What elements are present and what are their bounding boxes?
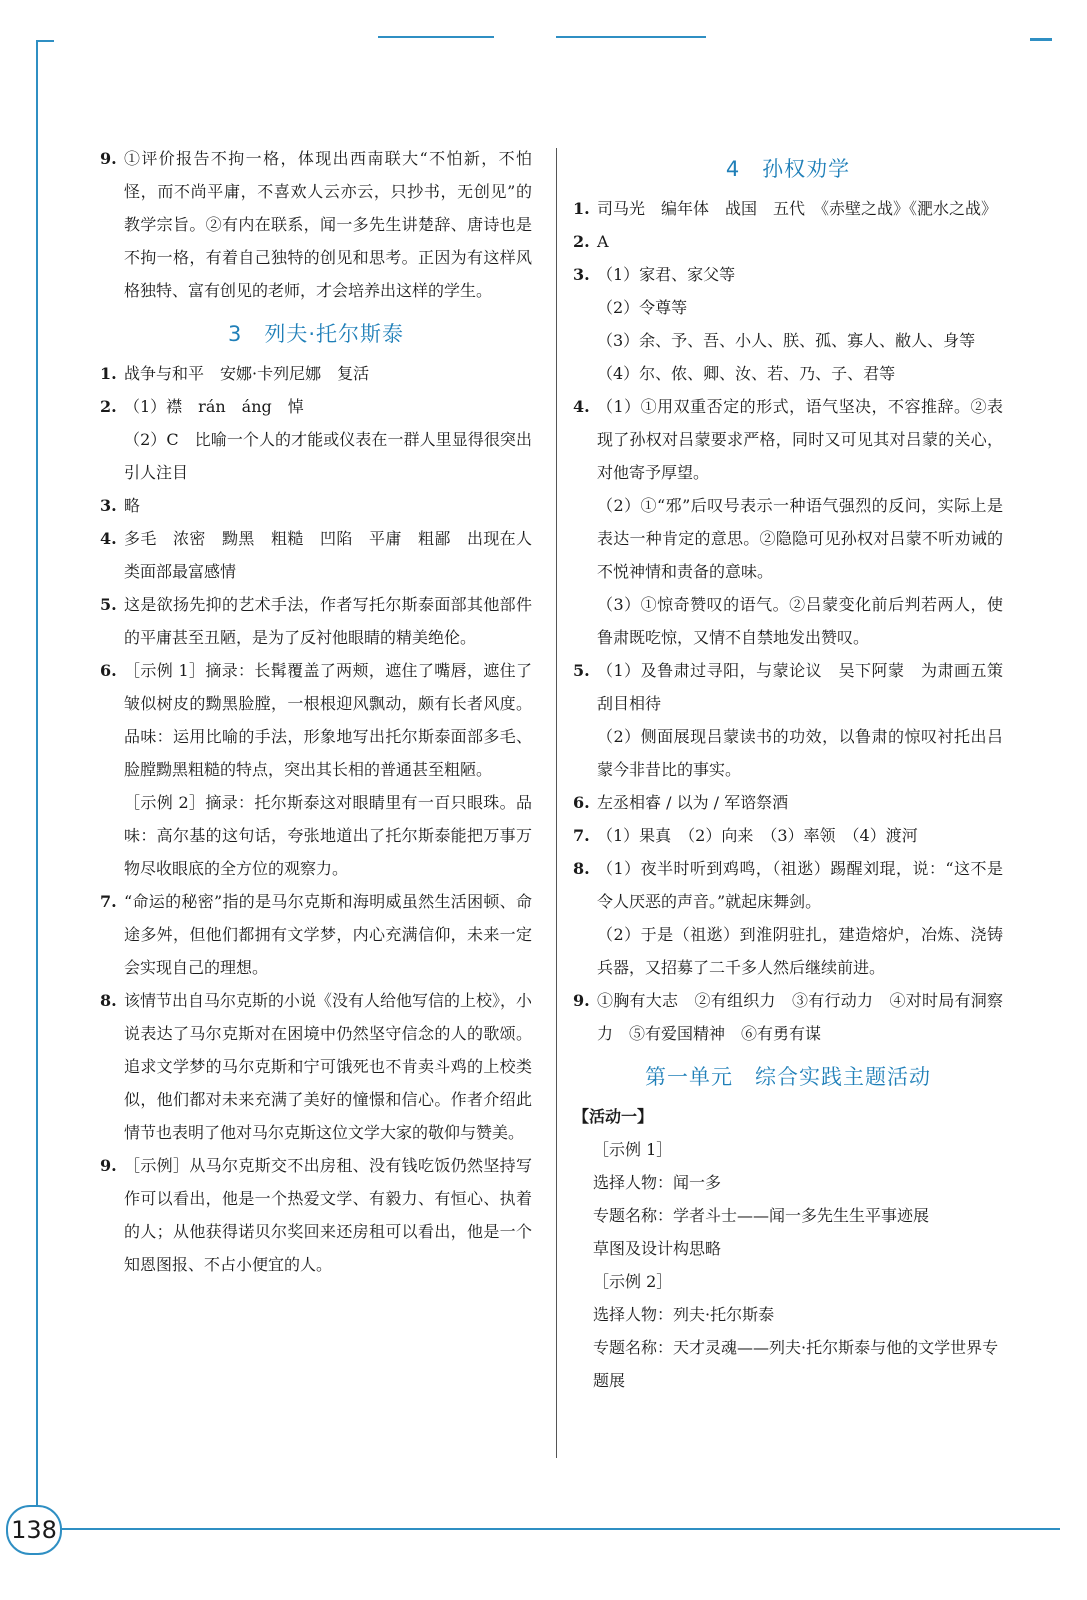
item-text: 略 xyxy=(124,496,141,515)
sub-answer: （2）C 比喻一个人的才能或仪表在一群人里显得很突出 引人注目 xyxy=(124,430,549,482)
item-text: ①胸有大志 ②有组织力 ③有行动力 ④对时局有洞察力 ⑤有爱国精神 ⑥有勇有谋 xyxy=(597,991,1003,1043)
page-number: 138 xyxy=(6,1505,62,1555)
item-text: 左丞相睿 / 以为 / 军谘祭酒 xyxy=(597,793,789,812)
item-number: 9. xyxy=(100,1156,117,1175)
answer-item xyxy=(100,390,532,423)
answer-item xyxy=(573,390,1003,489)
item-number: 1. xyxy=(573,199,590,218)
activity-line: 专题名称：学者斗士——闻一多先生生平事迹展 xyxy=(593,1206,930,1225)
item-number: 9. xyxy=(100,149,117,168)
answer-item xyxy=(100,142,532,307)
answer-item xyxy=(100,588,532,654)
item-number: 1. xyxy=(100,364,117,383)
header-rule-left xyxy=(378,36,494,38)
sub-answer: ［示例 2］摘录：托尔斯泰这对眼睛里有一百只眼珠。品味：高尔基的这句话，夸张地道出了托尔斯泰能把万事万物尽收眼底的全方位的观察力。 xyxy=(124,793,532,878)
section-heading: 第一单元 综合实践主题活动 xyxy=(645,1065,931,1089)
sub-answer: （3）余、予、吾、小人、朕、孤、寡人、敝人、身等 xyxy=(597,331,976,350)
answer-item xyxy=(573,852,1003,918)
item-number: 3. xyxy=(100,496,117,515)
item-text: （1）夜半时听到鸡鸣，（祖逖）踢醒刘琨，说：“这不是令人厌恶的声音。”就起床舞剑。 xyxy=(597,859,1003,911)
answer-item xyxy=(100,885,532,984)
item-number: 2. xyxy=(573,232,590,251)
activity-line: 专题名称：天才灵魂——列夫·托尔斯泰与他的文学世界专题展 xyxy=(593,1338,999,1390)
header-rule-right xyxy=(556,36,706,38)
activity-line: ［示例 2］ xyxy=(593,1272,673,1291)
item-number: 5. xyxy=(100,595,117,614)
item-text: “命运的秘密”指的是马尔克斯和海明威虽然生活困顿、命途多舛，但他们都拥有文学梦，内心充满信仰，未来一定会实现自己的理想。 xyxy=(124,892,532,977)
answer-item xyxy=(573,225,1003,258)
item-number: 6. xyxy=(573,793,590,812)
column-divider xyxy=(556,148,557,1458)
item-number: 2. xyxy=(100,397,117,416)
item-text: （1）①用双重否定的形式，语气坚决，不容推辞。②表现了孙权对吕蒙要求严格，同时又可见其对吕蒙的关心，对他寄予厚望。 xyxy=(597,397,1003,482)
section-heading: 4 孙权劝学 xyxy=(725,157,851,181)
answer-item xyxy=(100,1149,532,1281)
item-text: （1）襟 rán áng 悼 xyxy=(124,397,304,416)
item-text: （1）果真 （2）向来 （3）率领 （4）渡河 xyxy=(597,826,918,845)
page-frame-bottom xyxy=(60,1528,1060,1530)
item-text: ［示例 1］摘录：长髯覆盖了两颊，遮住了嘴唇，遮住了皱似树皮的黝黑脸膛，一根根迎风飘动，颇有长者风度。品味：运用比喻的手法，形象地写出托尔斯泰面部多毛、脸膛黝黑粗糙的特点，突出其长相的普通甚至粗陋。 xyxy=(124,661,532,779)
item-text: ［示例］从马尔克斯交不出房租、没有钱吃饭仍然坚持写作可以看出，他是一个热爱文学、有毅力、有恒心、执着的人；从他获得诺贝尔奖回来还房租可以看出，他是一个知恩图报、不占小便宜的人。 xyxy=(124,1156,532,1274)
item-text: A xyxy=(597,232,609,251)
answer-item xyxy=(573,786,1003,819)
answer-item xyxy=(573,819,1003,852)
answer-item xyxy=(100,489,532,522)
answer-item xyxy=(573,654,1020,720)
item-text: 该情节出自马尔克斯的小说《没有人给他写信的上校》，小说表达了马尔克斯对在困境中仍然坚守信念的人的歌颂。追求文学梦的马尔克斯和宁可饿死也不肯卖斗鸡的上校类似，他们都对未来充满了美好的憧憬和信心。作者介绍此情节也表明了他对马尔克斯这位文学大家的敬仰与赞美。 xyxy=(124,991,533,1142)
item-number: 4. xyxy=(573,397,590,416)
activity-line: 草图及设计构思略 xyxy=(593,1239,722,1258)
sub-answer: （2）令尊等 xyxy=(597,298,688,317)
page-frame-left xyxy=(36,40,38,1530)
page-frame-top-right xyxy=(1030,38,1052,41)
left-column xyxy=(100,142,549,1281)
sub-answer: （4）尔、侬、卿、汝、若、乃、子、君等 xyxy=(597,364,896,383)
item-number: 8. xyxy=(573,859,590,878)
right-column xyxy=(573,142,1020,1397)
item-number: 3. xyxy=(573,265,590,284)
item-text: 多毛 浓密 黝黑 粗糙 凹陷 平庸 粗鄙 出现在人类面部最富感情 xyxy=(124,529,532,581)
sub-answer: （2）于是（祖逖）到淮阴驻扎，建造熔炉，冶炼、浇铸兵器，又招募了二千多人然后继续前进。 xyxy=(597,925,1003,977)
activity-line: ［示例 1］ xyxy=(593,1140,673,1159)
answer-item xyxy=(100,522,532,588)
answer-item xyxy=(100,357,532,390)
item-text: 战争与和平 安娜·卡列尼娜 复活 xyxy=(124,364,370,383)
sub-answer: （3）①惊奇赞叹的语气。②吕蒙变化前后判若两人，使鲁肃既吃惊，又情不自禁地发出赞叹。 xyxy=(597,595,1003,647)
item-number: 7. xyxy=(100,892,117,911)
section-heading: 3 列夫·托尔斯泰 xyxy=(227,322,405,346)
answer-item xyxy=(573,984,1003,1050)
answer-item xyxy=(573,192,1003,225)
item-text: 这是欲扬先抑的艺术手法，作者写托尔斯泰面部其他部件的平庸甚至丑陋，是为了反衬他眼睛的精美绝伦。 xyxy=(124,595,532,647)
answer-item xyxy=(573,258,1003,291)
item-text: ①评价报告不拘一格，体现出西南联大“不怕新，不怕怪，而不尚平庸，不喜欢人云亦云，只抄书，无创见”的教学宗旨。②有内在联系，闻一多先生讲楚辞、唐诗也是不拘一格，有着自己独特的创见和思考。正因为有这样风格独特、富有创见的老师，才会培养出这样的学生。 xyxy=(124,149,532,300)
item-number: 9. xyxy=(573,991,590,1010)
sub-answer: （2）侧面展现吕蒙读书的功效，以鲁肃的惊叹衬托出吕蒙今非昔比的事实。 xyxy=(597,727,1003,779)
sub-answer: （2）①“邪”后叹号表示一种语气强烈的反问，实际上是表达一种肯定的意思。②隐隐可见孙权对吕蒙不听劝诫的不悦神情和责备的意味。 xyxy=(597,496,1003,581)
activity-label: 【活动一】 xyxy=(573,1107,654,1126)
item-text: 司马光 编年体 战国 五代 《赤壁之战》《淝水之战》 xyxy=(597,199,998,218)
activity-line: 选择人物：闻一多 xyxy=(593,1173,722,1192)
answer-item xyxy=(100,984,532,1149)
item-number: 4. xyxy=(100,529,117,548)
item-number: 8. xyxy=(100,991,117,1010)
item-text: （1）家君、家父等 xyxy=(597,265,736,284)
item-number: 5. xyxy=(573,661,590,680)
answer-item xyxy=(100,654,532,786)
item-number: 7. xyxy=(573,826,590,845)
item-text: （1）及鲁肃过寻阳，与蒙论议 吴下阿蒙 为肃画五策 刮目相待 xyxy=(597,661,1020,713)
page-frame-top-corner xyxy=(36,40,54,42)
activity-line: 选择人物：列夫·托尔斯泰 xyxy=(593,1305,775,1324)
item-number: 6. xyxy=(100,661,117,680)
